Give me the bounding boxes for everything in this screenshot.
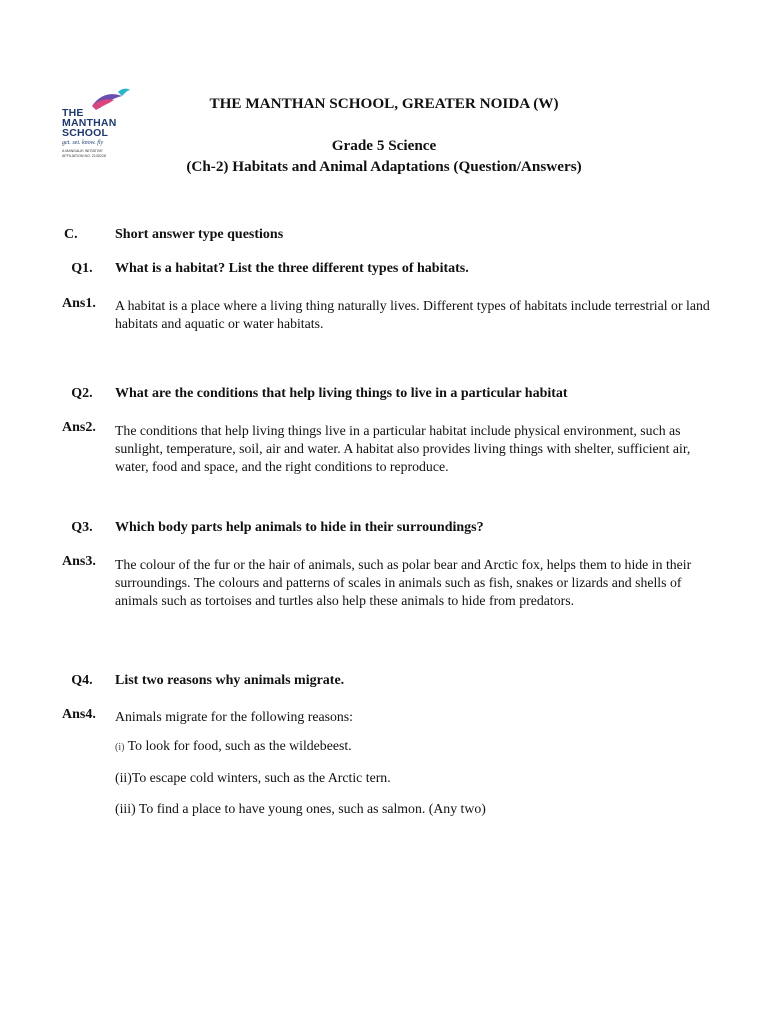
answer-text: A habitat is a place where a living thing naturally lives. Different types of habitats include terrestrial or land habitats and aquatic or water habitats. — [115, 298, 710, 331]
answer-text: The conditions that help living things live in a particular habitat include physical environment, such as sunlight, temperature, soil, air and water. A habitat also provides living things with shelter, sufficient air, water, food and space, and the right conditions to reproduce. — [115, 423, 691, 474]
reason-3 — [115, 801, 486, 817]
question-label: Q2. — [71, 386, 93, 401]
question-label: Q1. — [71, 261, 93, 276]
question-label: Q4. — [71, 673, 93, 688]
logo-note-1: A MANGALIK INITIATIVE — [62, 149, 103, 153]
answer-text: The colour of the fur or the hair of animals, such as polar bear and Arctic fox, helps them to hide in their surroundings. The colours and patterns of scales in animals such as fish, snakes or lizards and shells of animals such as tortoises and turtles also help these animals to hide from predators. — [115, 557, 692, 608]
answer-label: Ans2. — [62, 420, 96, 435]
question-text: Which body parts help animals to hide in their surroundings? — [115, 520, 484, 535]
reason-text: (iii) To find a place to have young ones, such as salmon. (Any two) — [115, 801, 486, 816]
chapter-title: (Ch-2) Habitats and Animal Adaptations (Question/Answers) — [186, 158, 582, 175]
answer-label: Ans3. — [62, 554, 96, 569]
logo-line-1: THE — [62, 107, 84, 119]
answer-text: Animals migrate for the following reasons: — [115, 709, 353, 724]
question-label: Q3. — [71, 520, 93, 535]
reason-text: To look for food, such as the wildebeest. — [124, 738, 352, 753]
logo-note-2: AFFILIATION NO. 2130228 — [62, 154, 106, 158]
section-title: Short answer type questions — [115, 227, 284, 242]
answer-label: Ans4. — [62, 707, 96, 722]
logo-line-2: MANTHAN — [62, 117, 117, 129]
reason-2 — [115, 770, 391, 786]
school-name: THE MANTHAN SCHOOL, GREATER NOIDA (W) — [209, 95, 559, 112]
question-text: What is a habitat? List the three different types of habitats. — [115, 261, 469, 276]
question-text: What are the conditions that help living things to live in a particular habitat — [115, 386, 568, 401]
answer-label: Ans1. — [62, 296, 96, 311]
reason-1 — [115, 738, 352, 754]
logo-tagline: get. set. know. fly — [62, 140, 104, 146]
question-text: List two reasons why animals migrate. — [115, 673, 345, 688]
logo-line-3: SCHOOL — [62, 127, 109, 139]
grade-title: Grade 5 Science — [331, 137, 437, 154]
section-label: C. — [64, 227, 78, 242]
reason-text: (ii)To escape cold winters, such as the Arctic tern. — [115, 770, 391, 785]
reason-number: (i) — [115, 742, 125, 753]
